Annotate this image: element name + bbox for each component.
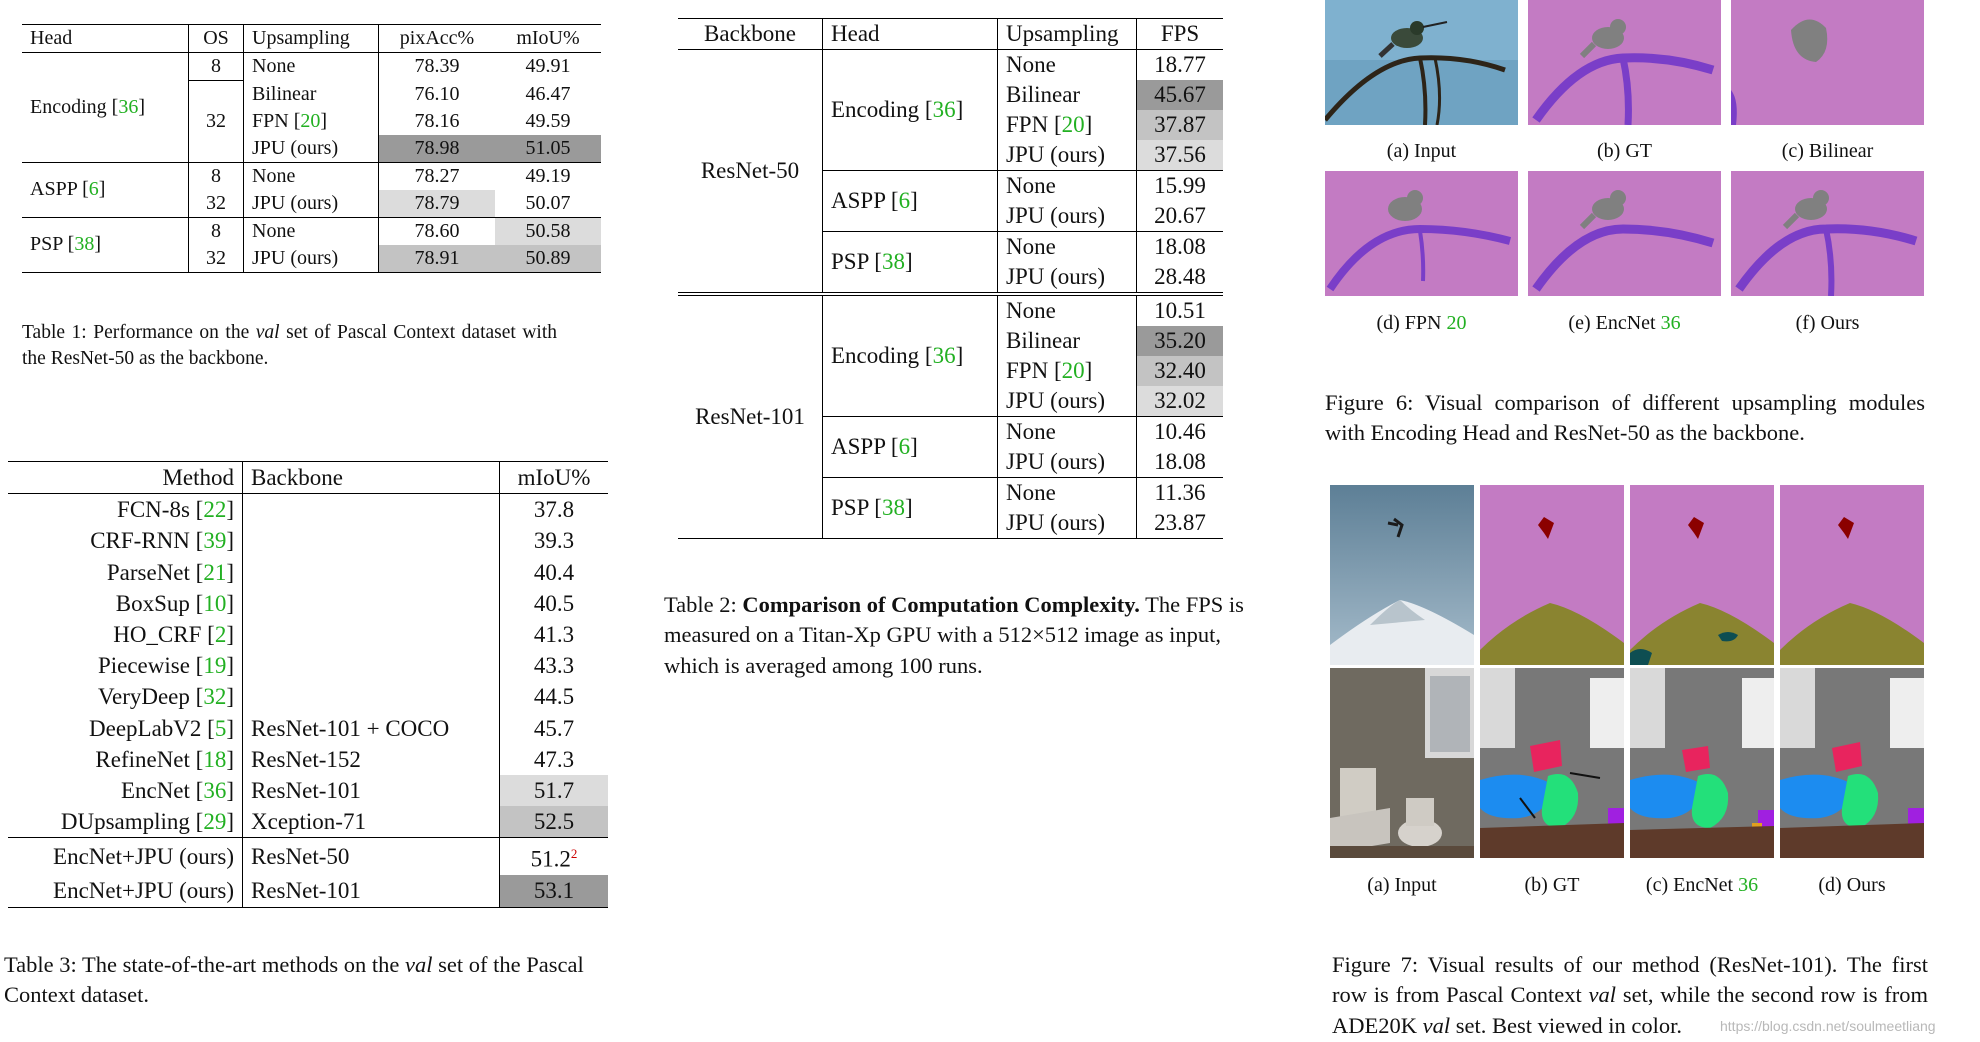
t3-miou-cell: 53.1 [500, 875, 609, 907]
t1-miou-cell: 49.19 [525, 164, 571, 187]
t3-backbone-cell: ResNet-101 [243, 875, 500, 907]
t1-upsampling-cell: None [244, 162, 379, 190]
fig6-label-input: (a) Input [1386, 140, 1457, 162]
t2-upsampling-cell: Bilinear [998, 326, 1137, 356]
t2-fps-cell: 20.67 [1137, 201, 1224, 232]
t1-upsampling-cell: FPN [20] [244, 108, 379, 135]
fig7-ours-image-1 [1780, 485, 1924, 665]
t2-upsampling-cell: JPU (ours) [998, 262, 1137, 294]
t3-backbone-cell: ResNet-101 + COCO [243, 713, 500, 744]
t3-method-cell: DUpsampling [29] [60, 809, 234, 835]
t2-upsampling-cell: None [998, 294, 1137, 326]
fig7-gt-image-2 [1480, 668, 1624, 858]
t2-upsampling-cell: JPU (ours) [998, 140, 1137, 171]
t2-upsampling-cell: None [998, 171, 1137, 202]
t1-pixacc-cell: 78.91 [379, 245, 496, 273]
t2-head-cell: ASPP [6] [823, 171, 998, 232]
t1-os-cell: 8 [189, 162, 244, 190]
fig6-encnet-image [1528, 171, 1721, 296]
t2-fps-cell: 11.36 [1137, 478, 1224, 509]
t1-upsampling-cell: JPU (ours) [244, 245, 379, 273]
t2-fps-cell: 37.56 [1137, 140, 1224, 171]
t2-fps-cell: 18.08 [1137, 447, 1224, 478]
t2-head-cell: Encoding [36] [823, 50, 998, 171]
t2-upsampling-cell: JPU (ours) [998, 201, 1137, 232]
t2-head-cell: PSP [38] [823, 478, 998, 539]
fig6-label-ours: (f) Ours [1795, 312, 1860, 334]
figure-6-caption: Figure 6: Visual comparison of different upsampling modules with Encoding Head and ResNet-50 as the backbone. [1325, 390, 1925, 446]
t3-method-cell: ParseNet [21] [106, 559, 234, 585]
fig6-ours-image [1731, 171, 1924, 296]
t1-miou-cell: 49.59 [525, 109, 571, 132]
t3-method-cell: DeepLabV2 [5] [89, 715, 234, 741]
t2-fps-cell: 35.20 [1137, 326, 1224, 356]
t1-header-upsampling: Upsampling [244, 25, 379, 53]
fig7-input-image-1 [1330, 485, 1474, 665]
t1-header-head: Head [30, 27, 73, 49]
t2-header-upsampling: Upsampling [998, 19, 1137, 50]
t3-miou-cell: 52.5 [500, 806, 609, 838]
t3-method-cell: HO_CRF [2] [113, 622, 234, 648]
fig7-label-gt: (b) GT [1524, 874, 1580, 896]
t1-pixacc-cell: 78.16 [379, 108, 496, 135]
t3-method-cell: FCN-8s [22] [117, 497, 234, 523]
t2-fps-cell: 18.77 [1137, 50, 1224, 81]
t1-os-cell: 32 [189, 245, 244, 273]
figure-7 [0, 480, 1980, 900]
t2-head-cell: PSP [38] [823, 232, 998, 295]
t3-header-miou: mIoU% [500, 462, 609, 494]
t1-upsampling-cell: None [244, 53, 379, 81]
t3-method-cell: EncNet [36] [120, 778, 234, 804]
t2-upsampling-cell: FPN [20] [998, 356, 1137, 386]
t3-method-cell: EncNet+JPU (ours) [53, 844, 234, 870]
t1-head-cell: Encoding [36] [30, 95, 145, 118]
t3-miou-cell: 45.7 [500, 713, 609, 744]
t2-fps-cell: 18.08 [1137, 232, 1224, 263]
t2-upsampling-cell: None [998, 478, 1137, 509]
t1-upsampling-cell: None [244, 217, 379, 245]
t1-miou-cell: 50.07 [525, 191, 571, 214]
t1-os-cell: 32 [189, 190, 244, 218]
t3-method-cell: RefineNet [18] [95, 746, 234, 772]
t2-fps-cell: 28.48 [1137, 262, 1224, 294]
t3-backbone-cell: ResNet-50 [243, 838, 500, 875]
t1-miou-cell: 51.05 [495, 135, 601, 163]
t1-upsampling-cell: JPU (ours) [244, 190, 379, 218]
t2-upsampling-cell: Bilinear [998, 80, 1137, 110]
t3-miou-cell: 39.3 [500, 525, 609, 556]
t2-upsampling-cell: JPU (ours) [998, 447, 1137, 478]
fig6-fpn-image [1325, 171, 1518, 296]
t3-method-cell: Piecewise [19] [97, 653, 234, 679]
fig7-encnet-image-2 [1630, 668, 1774, 858]
t2-header-backbone: Backbone [704, 21, 796, 46]
t2-head-cell: ASPP [6] [823, 417, 998, 478]
t2-header-head: Head [823, 19, 998, 50]
t2-fps-cell: 32.02 [1137, 386, 1224, 417]
table-2-caption: Table 2: Comparison of Computation Complexity. The FPS is measured on a Titan-Xp GPU with a 512×512 image as input, which is averaged among 100 runs. [664, 592, 1244, 678]
t1-pixacc-cell: 78.98 [379, 135, 496, 163]
t2-backbone-cell: ResNet-50 [700, 158, 800, 183]
t3-miou-cell: 47.3 [500, 744, 609, 775]
watermark: https://blog.csdn.net/soulmeetliang [1720, 1018, 1936, 1034]
fig6-label-bilinear: (c) Bilinear [1781, 140, 1874, 162]
t1-pixacc-cell: 78.79 [379, 190, 496, 218]
fig7-ours-image-2 [1780, 668, 1924, 858]
t1-miou-cell: 49.91 [525, 55, 571, 78]
t3-miou-cell: 43.3 [500, 650, 609, 681]
t1-pixacc-cell: 78.60 [379, 217, 496, 245]
fig6-gt-image [1528, 0, 1721, 125]
t1-header-pixacc: pixAcc% [379, 25, 496, 53]
fig6-label-gt: (b) GT [1597, 140, 1652, 162]
t1-pixacc-cell: 78.27 [379, 162, 496, 190]
t3-method-cell: BoxSup [10] [115, 590, 234, 616]
figure-7-caption: Figure 7: Visual results of our method (ResNet-101). The first row is from Pascal Context val set, while the second row is from ADE20K val set. Best viewed in color. [1332, 952, 1928, 1038]
t1-os-cell: 8 [189, 53, 244, 81]
t1-upsampling-cell: JPU (ours) [244, 135, 379, 163]
t1-miou-cell: 50.89 [495, 245, 601, 273]
t1-header-os: OS [189, 25, 244, 53]
t3-backbone-cell: Xception-71 [243, 806, 500, 838]
t1-miou-cell: 46.47 [525, 82, 571, 105]
t2-fps-cell: 10.46 [1137, 417, 1224, 448]
t2-fps-cell: 32.40 [1137, 356, 1224, 386]
t2-upsampling-cell: FPN [20] [998, 110, 1137, 140]
t2-head-cell: Encoding [36] [823, 294, 998, 417]
fig7-gt-image-1 [1480, 485, 1624, 665]
t2-fps-cell: 23.87 [1137, 508, 1224, 539]
fig6-label-encnet: (e) EncNet 36 [1568, 312, 1681, 334]
t3-header-backbone: Backbone [243, 462, 500, 494]
t2-header-fps: FPS [1137, 19, 1224, 50]
fig6-bilinear-image [1731, 0, 1924, 125]
t3-method-cell: CRF-RNN [39] [90, 528, 234, 554]
t1-upsampling-cell: Bilinear [244, 81, 379, 108]
t2-fps-cell: 45.67 [1137, 80, 1224, 110]
t1-header-miou: mIoU% [516, 27, 580, 49]
t3-method-cell: EncNet+JPU (ours) [53, 878, 234, 904]
t3-backbone-cell: ResNet-101 [243, 775, 500, 806]
fig7-encnet-image-1 [1630, 485, 1774, 665]
t2-fps-cell: 37.87 [1137, 110, 1224, 140]
t1-pixacc-cell: 76.10 [379, 81, 496, 108]
t1-miou-cell: 50.58 [495, 217, 601, 245]
t1-head-cell: ASPP [6] [30, 178, 106, 200]
t3-header-method: Method [162, 465, 234, 490]
t2-backbone-cell: ResNet-101 [695, 404, 805, 429]
t2-fps-cell: 10.51 [1137, 294, 1224, 326]
t3-miou-cell: 44.5 [500, 681, 609, 712]
t1-os-cell: 32 [189, 81, 244, 163]
fig7-label-ours: (d) Ours [1818, 874, 1886, 896]
t3-method-cell: VeryDeep [32] [97, 684, 234, 710]
t3-miou-cell: 37.8 [500, 494, 609, 526]
t2-upsampling-cell: JPU (ours) [998, 508, 1137, 539]
t3-miou-cell: 40.4 [500, 557, 609, 588]
fig7-input-image-2 [1330, 668, 1474, 858]
t2-upsampling-cell: None [998, 232, 1137, 263]
t3-miou-cell: 51.7 [500, 775, 609, 806]
t1-os-cell: 8 [189, 217, 244, 245]
t2-upsampling-cell: None [998, 50, 1137, 81]
fig7-label-input: (a) Input [1367, 874, 1437, 896]
table-3-caption: Table 3: The state-of-the-art methods on the val set of the Pascal Context dataset. [4, 952, 584, 1008]
t2-upsampling-cell: None [998, 417, 1137, 448]
t3-miou-cell: 40.5 [500, 588, 609, 619]
t2-upsampling-cell: JPU (ours) [998, 386, 1137, 417]
t1-pixacc-cell: 78.39 [379, 53, 496, 81]
t2-fps-cell: 15.99 [1137, 171, 1224, 202]
fig6-label-fpn: (d) FPN 20 [1376, 312, 1467, 334]
t3-miou-cell: 41.3 [500, 619, 609, 650]
t3-backbone-cell: ResNet-152 [243, 744, 500, 775]
fig7-label-encnet: (c) EncNet 36 [1645, 874, 1759, 896]
t3-miou-cell: 51.2$^2$ [500, 838, 609, 875]
fig6-input-image [1325, 0, 1518, 125]
table-1-caption: Table 1: Performance on the val set of Pascal Context dataset with the ResNet-50 as the backbone. [22, 322, 557, 370]
t1-head-cell: PSP [38] [30, 233, 101, 255]
